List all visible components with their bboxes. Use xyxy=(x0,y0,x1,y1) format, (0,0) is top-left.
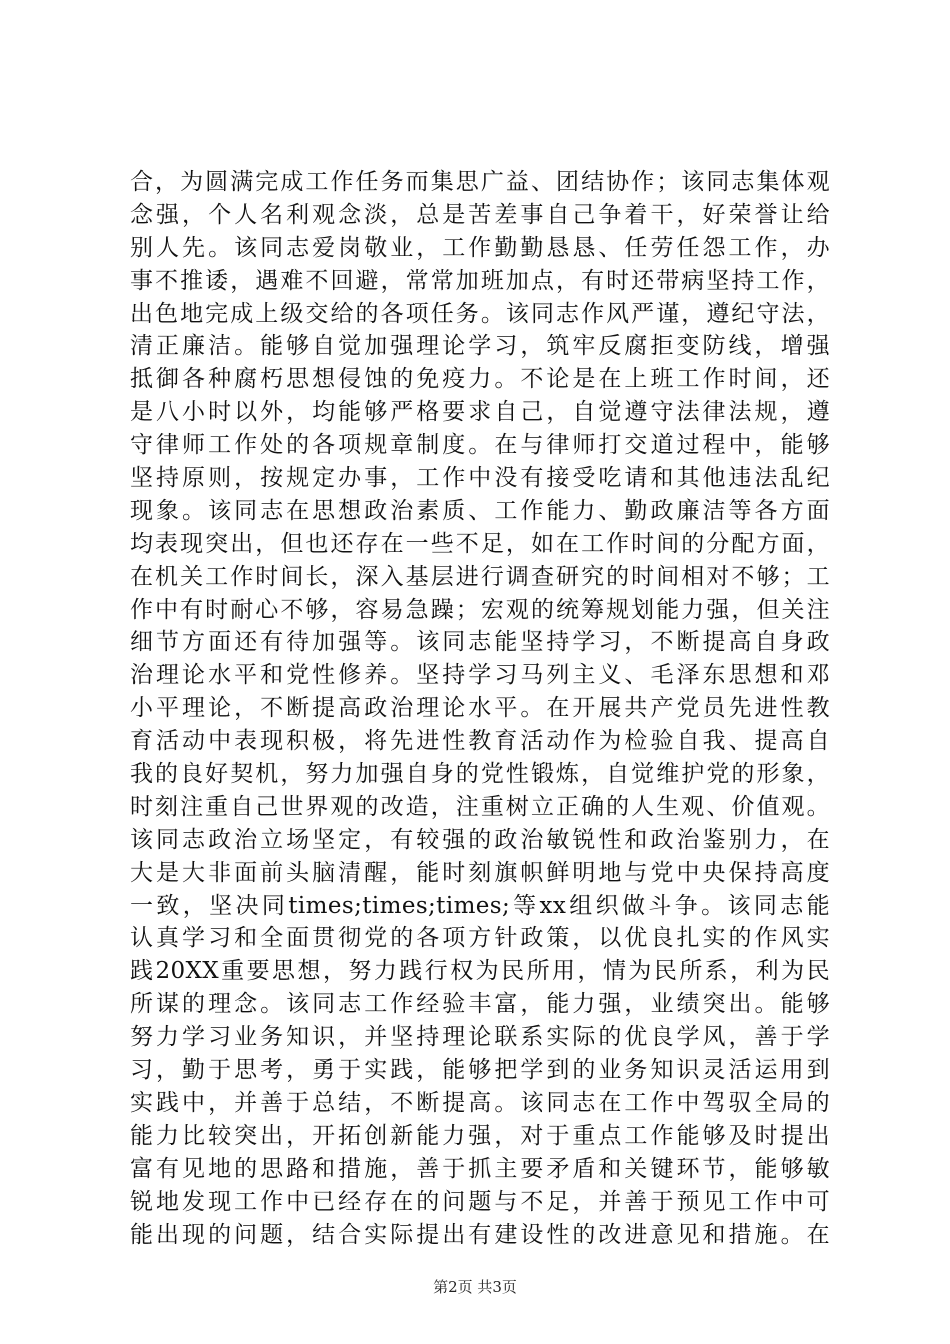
body-paragraph xyxy=(130,166,830,1251)
text-line: 实践中，并善于总结，不断提高。该同志在工作中驾驭全局的 xyxy=(130,1089,830,1116)
text-line: 在机关工作时间长，深入基层进行调查研究的时间相对不够；工 xyxy=(130,563,830,590)
text-line: 认真学习和全面贯彻党的各项方针政策，以优良扎实的作风实 xyxy=(130,925,830,952)
text-line: 能力比较突出，开拓创新能力强，对于重点工作能够及时提出 xyxy=(130,1122,830,1149)
text-line: 作中有时耐心不够，容易急躁；宏观的统筹规划能力强，但关注 xyxy=(130,596,830,623)
text-line: 出色地完成上级交给的各项任务。该同志作风严谨，遵纪守法， xyxy=(130,300,830,327)
page-footer: 第2页 共3页 xyxy=(433,1278,517,1296)
text-line: 现象。该同志在思想政治素质、工作能力、勤政廉洁等各方面 xyxy=(130,497,830,524)
text-line: 治理论水平和党性修养。坚持学习马列主义、毛泽东思想和邓 xyxy=(130,662,830,689)
text-line: 小平理论，不断提高政治理论水平。在开展共产党员先进性教 xyxy=(130,695,830,722)
text-line: 守律师工作处的各项规章制度。在与律师打交道过程中，能够 xyxy=(130,432,830,459)
text-line: 大是大非面前头脑清醒，能时刻旗帜鲜明地与党中央保持高度 xyxy=(130,859,830,886)
text-line: 一致，坚决同times;times;times;等xx组织做斗争。该同志能 xyxy=(130,892,830,919)
text-line: 事不推诿，遇难不回避，常常加班加点，有时还带病坚持工作， xyxy=(130,267,830,294)
text-line: 能出现的问题，结合实际提出有建设性的改进意见和措施。在 xyxy=(130,1221,830,1248)
text-line: 细节方面还有待加强等。该同志能坚持学习，不断提高自身政 xyxy=(130,629,830,656)
text-line: 清正廉洁。能够自觉加强理论学习，筑牢反腐拒变防线，增强 xyxy=(130,333,830,360)
text-line: 抵御各种腐朽思想侵蚀的免疫力。不论是在上班工作时间，还 xyxy=(130,366,830,393)
text-line: 均表现突出，但也还存在一些不足，如在工作时间的分配方面， xyxy=(130,530,830,557)
text-line: 时刻注重自己世界观的改造，注重树立正确的人生观、价值观。 xyxy=(130,793,830,820)
text-line: 念强，个人名利观念淡，总是苦差事自己争着干，好荣誉让给 xyxy=(130,201,830,228)
text-line: 努力学习业务知识，并坚持理论联系实际的优良学风，善于学 xyxy=(130,1024,830,1051)
text-line: 践20XX重要思想，努力践行权为民所用，情为民所系，利为民 xyxy=(130,958,830,985)
text-line: 习，勤于思考，勇于实践，能够把学到的业务知识灵活运用到 xyxy=(130,1057,830,1084)
text-line: 坚持原则，按规定办事，工作中没有接受吃请和其他违法乱纪 xyxy=(130,465,830,492)
text-line: 该同志政治立场坚定，有较强的政治敏锐性和政治鉴别力，在 xyxy=(130,826,830,853)
text-line: 别人先。该同志爱岗敬业，工作勤勤恳恳、任劳任怨工作，办 xyxy=(130,234,830,261)
text-line: 富有见地的思路和措施，善于抓主要矛盾和关键环节，能够敏 xyxy=(130,1155,830,1182)
text-line: 合，为圆满完成工作任务而集思广益、团结协作；该同志集体观 xyxy=(130,169,830,195)
text-line: 我的良好契机，努力加强自身的党性锻炼，自觉维护党的形象， xyxy=(130,761,830,788)
text-line: 所谋的理念。该同志工作经验丰富，能力强，业绩突出。能够 xyxy=(130,991,830,1018)
text-line: 锐地发现工作中已经存在的问题与不足，并善于预见工作中可 xyxy=(130,1188,830,1215)
text-line: 育活动中表现积极，将先进性教育活动作为检验自我、提高自 xyxy=(130,728,830,755)
text-line: 是八小时以外，均能够严格要求自己，自觉遵守法律法规，遵 xyxy=(130,399,830,426)
